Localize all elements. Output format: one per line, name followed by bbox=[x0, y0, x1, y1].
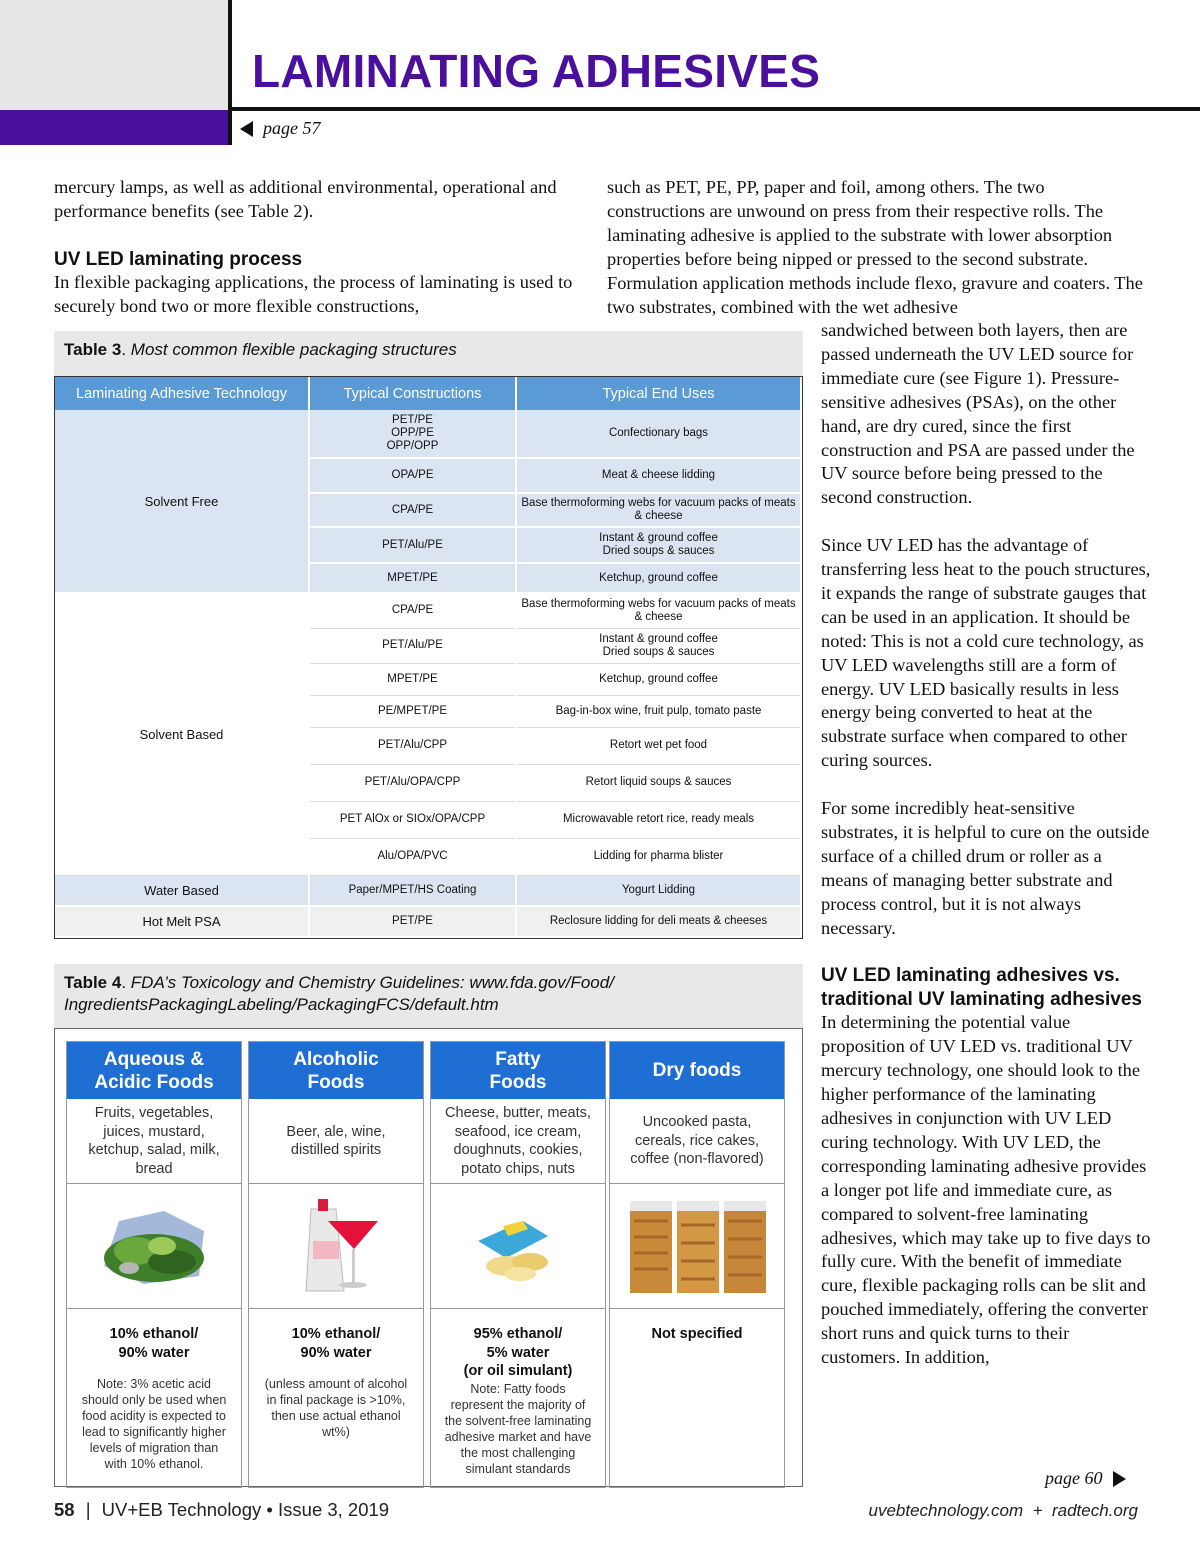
table-caption-text: FDA’s Toxicology and Chemistry Guidelines: www.fda.gov/Food/ IngredientsPackagingLabeling/PackagingFCS/default.htm bbox=[64, 973, 614, 1014]
table-3-caption: Table 3. Most common flexible packaging structures bbox=[64, 340, 457, 359]
simulant-note: Note: 3% acetic acid should only be used when food acidity is expected to lead to significantly higher levels of migration than with 10% ethanol. bbox=[81, 1377, 227, 1471]
table-4 bbox=[54, 964, 803, 1487]
simulant-text: 10% ethanol/ 90% water bbox=[109, 1326, 199, 1361]
food-category-header: Fatty Foods bbox=[431, 1042, 605, 1099]
pasta-bags-image bbox=[610, 1184, 784, 1309]
food-category-header: Aqueous & Acidic Foods bbox=[67, 1042, 241, 1099]
column-header: Laminating Adhesive Technology bbox=[55, 377, 309, 410]
construction-cell: CPA/PE bbox=[309, 493, 516, 527]
footer-separator: | bbox=[85, 1499, 91, 1520]
construction-cell: MPET/PE bbox=[309, 663, 516, 695]
next-page-label: page 60 bbox=[1045, 1468, 1103, 1488]
end-use-cell: Lidding for pharma blister bbox=[516, 838, 801, 875]
construction-cell: PET/Alu/PE bbox=[309, 527, 516, 563]
paragraph: sandwiched between both layers, then are passed underneath the UV LED source for immediate cure (see Figure 1). Pressure-sensitive adhesives (PSAs), on the other hand, are dry cured, since the first construction and PSA are passed under the UV source before being pressed to the second construction. bbox=[821, 320, 1135, 508]
simulant-note: (unless amount of alcohol in final package is >10%, then use actual ethanol wt%) bbox=[264, 1377, 408, 1439]
food-examples: Beer, ale, wine, distilled spirits bbox=[249, 1099, 423, 1184]
header-grey-block bbox=[0, 0, 228, 110]
simulant-text: 10% ethanol/ 90% water bbox=[291, 1326, 381, 1361]
publication-name: UV+EB Technology • Issue 3, 2019 bbox=[101, 1499, 390, 1520]
column-header: Typical Constructions bbox=[309, 377, 516, 410]
food-examples: Fruits, vegetables, juices, mustard, ketchup, salad, milk, bread bbox=[67, 1099, 241, 1184]
construction-cell: PET AlOx or SIOx/OPA/CPP bbox=[309, 801, 516, 838]
table-label: Table 3 bbox=[64, 340, 122, 359]
food-column-dry bbox=[609, 1041, 785, 1488]
table-4-caption: Table 4. FDA’s Toxicology and Chemistry Guidelines: www.fda.gov/Food/ IngredientsPackagingLabeling/PackagingFCS/default.htm bbox=[64, 973, 614, 1014]
construction-cell: PET/Alu/CPP bbox=[309, 727, 516, 764]
paragraph: such as PET, PE, PP, paper and foil, among others. The two constructions are unwound on press from their respective rolls. The laminating adhesive is applied to the substrate with lower absorption properties before being nipped or pressed to the second substrate. Formulation application methods include flexo, gravure and coaters. The two substrates, combined with the wet adhesive bbox=[607, 177, 1143, 317]
construction-cell: MPET/PE bbox=[309, 563, 516, 593]
header-accent-bar bbox=[0, 110, 228, 145]
end-use-cell: Retort liquid soups & sauces bbox=[516, 764, 801, 801]
group-cell: Water Based bbox=[55, 875, 309, 906]
column-1 bbox=[54, 176, 574, 319]
group-cell: Hot Melt PSA bbox=[55, 906, 309, 937]
end-use-cell: Reclosure lidding for deli meats & cheeses bbox=[516, 906, 801, 937]
footer-websites[interactable]: uvebtechnology.com + radtech.org bbox=[868, 1501, 1138, 1520]
end-use-cell: Base thermoforming webs for vacuum packs of meats & cheese bbox=[516, 593, 801, 628]
construction-cell: Paper/MPET/HS Coating bbox=[309, 875, 516, 906]
table-row bbox=[55, 875, 801, 906]
column-3 bbox=[821, 319, 1151, 1370]
end-use-cell: Bag-in-box wine, fruit pulp, tomato paste bbox=[516, 695, 801, 727]
header-vertical-rule bbox=[228, 0, 232, 145]
simulant-note: Note: Fatty foods represent the majority of the solvent-free laminating adhesive market and have the most challenging simulant standards bbox=[444, 1381, 592, 1476]
cocktail-pouch-image bbox=[249, 1184, 423, 1309]
column-2 bbox=[607, 176, 1147, 319]
previous-page-label: page 57 bbox=[263, 118, 321, 138]
header-horizontal-rule bbox=[228, 107, 1200, 111]
construction-cell: PET/Alu/OPA/CPP bbox=[309, 764, 516, 801]
section-heading: UV LED laminating adhesives vs. traditional UV laminating adhesives bbox=[821, 965, 1142, 1010]
food-examples: Uncooked pasta, cereals, rice cakes, coffee (non-flavored) bbox=[610, 1099, 784, 1184]
end-use-cell: Retort wet pet food bbox=[516, 727, 801, 764]
triangle-right-icon bbox=[1113, 1471, 1126, 1487]
paragraph: In flexible packaging applications, the process of laminating is used to securely bond two or more flexible constructions, bbox=[54, 272, 573, 317]
table-3-grid bbox=[54, 376, 803, 939]
table-row bbox=[55, 906, 801, 937]
end-use-cell: Meat & cheese lidding bbox=[516, 458, 801, 493]
table-row bbox=[55, 593, 801, 628]
previous-page-link[interactable] bbox=[240, 118, 321, 139]
group-cell: Solvent Based bbox=[55, 593, 309, 875]
footer-publication bbox=[54, 1499, 389, 1521]
construction-cell: PET/Alu/PE bbox=[309, 628, 516, 663]
simulant-text: 95% ethanol/ 5% water (or oil simulant) bbox=[463, 1326, 573, 1379]
construction-cell: PET/PE bbox=[309, 906, 516, 937]
paragraph: For some incredibly heat-sensitive substrates, it is helpful to cure on the outside surface of a chilled drum or roller as a means of managing better substrate and process control, but it is not always necessary. bbox=[821, 798, 1150, 938]
table-caption-text: Most common flexible packaging structures bbox=[130, 340, 457, 359]
food-examples: Cheese, butter, meats, seafood, ice cream, doughnuts, cookies, potato chips, nuts bbox=[431, 1099, 605, 1184]
construction-cell: CPA/PE bbox=[309, 593, 516, 628]
construction-cell: PET/PE OPP/PE OPP/OPP bbox=[309, 410, 516, 458]
food-column-fatty bbox=[430, 1041, 606, 1488]
end-use-cell: Base thermoforming webs for vacuum packs of meats & cheese bbox=[516, 493, 801, 527]
end-use-cell: Instant & ground coffee Dried soups & sauces bbox=[516, 527, 801, 563]
table-3 bbox=[54, 331, 803, 939]
group-cell: Solvent Free bbox=[55, 410, 309, 593]
food-category-header: Dry foods bbox=[610, 1042, 784, 1099]
end-use-cell: Ketchup, ground coffee bbox=[516, 563, 801, 593]
chips-bag-image bbox=[431, 1184, 605, 1309]
table-label: Table 4 bbox=[64, 973, 122, 992]
section-heading: UV LED laminating process bbox=[54, 248, 303, 270]
construction-cell: Alu/OPA/PVC bbox=[309, 838, 516, 875]
end-use-cell: Confectionary bags bbox=[516, 410, 801, 458]
end-use-cell: Instant & ground coffee Dried soups & sauces bbox=[516, 628, 801, 663]
end-use-cell: Microwavable retort rice, ready meals bbox=[516, 801, 801, 838]
page-number: 58 bbox=[54, 1499, 75, 1520]
paragraph: Since UV LED has the advantage of transferring less heat to the pouch structures, it expands the range of substrate gauges that can be used in an application. It should be noted: This is not a cold cure technology, as UV LED wavelengths still are a form of energy. UV LED basically results in less energy being converted to heat at the substrate surface when compared to other curing sources. bbox=[821, 535, 1151, 771]
next-page-link[interactable] bbox=[1045, 1468, 1126, 1489]
paragraph: In determining the potential value proposition of UV LED vs. traditional UV mercury technology, one should look to the higher performance of the laminating adhesives in conjunction with UV LED curing technology. With UV LED, the corresponding laminating adhesive provides a longer pot life and immediate cure, as compared to solvent-free laminating adhesives, which may take up to five days to fully cure. With the benefit of immediate cure, flexible packaging rolls can be slit and pouched immediately, offering the converter short runs and quick turns to their customers. In addition, bbox=[821, 1012, 1151, 1368]
end-use-cell: Ketchup, ground coffee bbox=[516, 663, 801, 695]
triangle-left-icon bbox=[240, 121, 253, 137]
paragraph: mercury lamps, as well as additional environmental, operational and performance benefits (see Table 2). bbox=[54, 177, 557, 221]
food-column-alcoholic bbox=[248, 1041, 424, 1488]
food-category-header: Alcoholic Foods bbox=[249, 1042, 423, 1099]
end-use-cell: Yogurt Lidding bbox=[516, 875, 801, 906]
table-row bbox=[55, 410, 801, 458]
construction-cell: PE/MPET/PE bbox=[309, 695, 516, 727]
salad-bag-image bbox=[67, 1184, 241, 1309]
page-title: LAMINATING ADHESIVES bbox=[252, 45, 821, 97]
table-4-grid bbox=[54, 1028, 803, 1487]
food-column-aqueous bbox=[66, 1041, 242, 1488]
construction-cell: OPA/PE bbox=[309, 458, 516, 493]
simulant-text: Not specified bbox=[651, 1326, 743, 1342]
column-header: Typical End Uses bbox=[516, 377, 801, 410]
